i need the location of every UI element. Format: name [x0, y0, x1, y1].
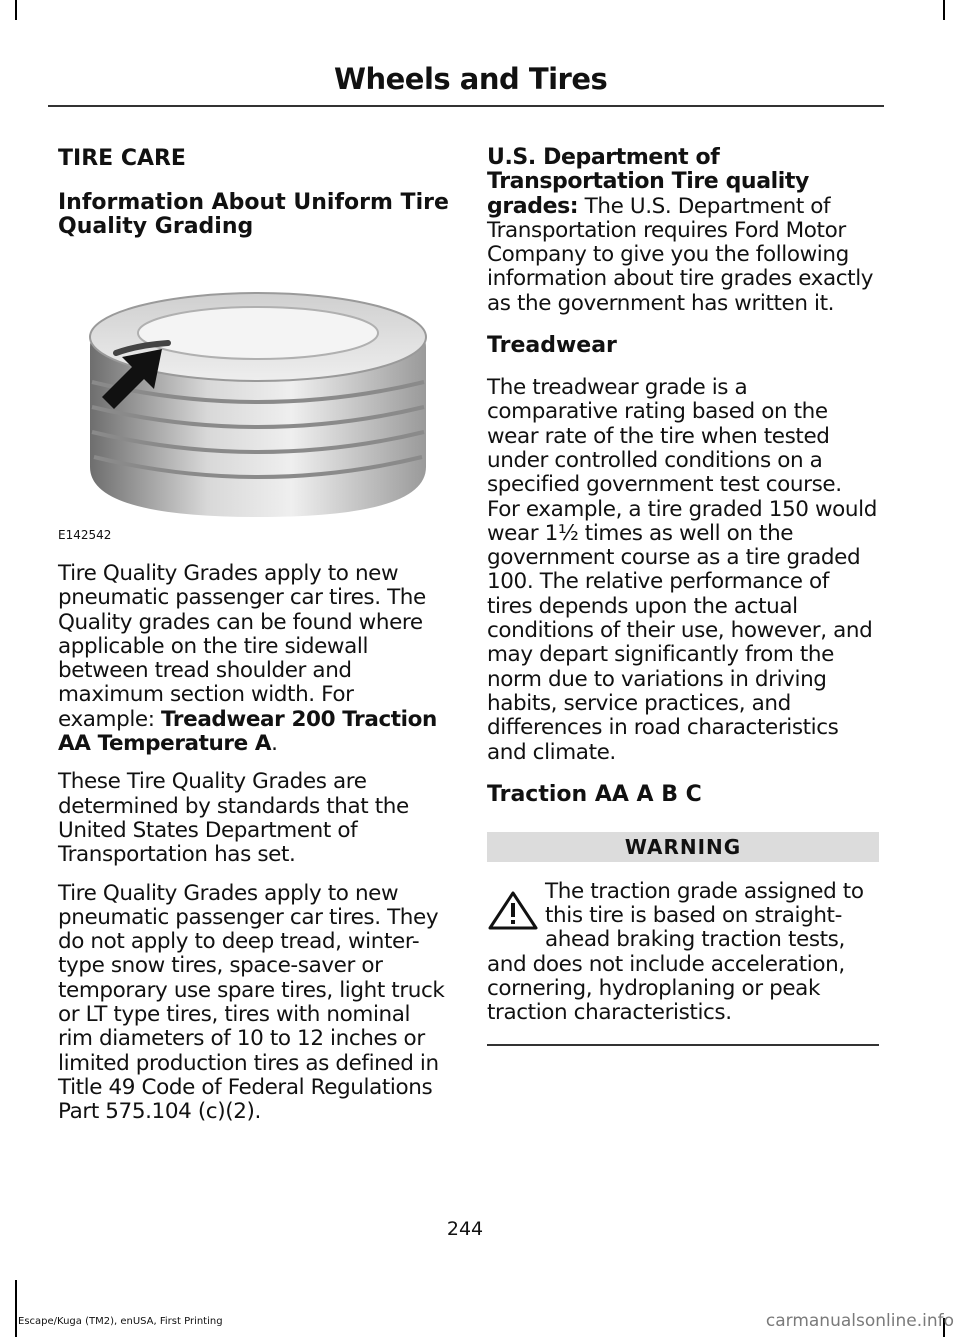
treadwear-paragraph: The treadwear grade is a comparative rating based on the wear rate of the tire when tested under controlled conditions on a specified government test course. For example, a tire graded 150 would wear 1½ times as well on the government course as a tire graded 100. The relative performance of tires depends upon the actual conditions of their use, however, and may depart significantly from the norm due to variations in driving habits, service practices, and differences in road characteristics and climate.: [487, 375, 877, 765]
crop-mark-top-left: [15, 0, 17, 20]
tire-image: [58, 257, 438, 527]
paragraph-exclusions: Tire Quality Grades apply to new pneumatic passenger car tires. They do not apply to deep tread, winter-type snow tires, space-saver or temporary use spare tires, light truck or LT type tires, tires with nominal rim diameters of 10 to 12 inches or limited production tires as defined in Title 49 Code of Federal Regulations Part 575.104 (c)(2).: [58, 880, 445, 1125]
figure-code: E142542: [58, 528, 112, 542]
right-column: [487, 146, 879, 1046]
crop-mark-bottom-left: [15, 1280, 17, 1337]
traction-title: Traction AA A B C: [487, 781, 702, 807]
warning-rule: [487, 1044, 879, 1046]
section-title: TIRE CARE: [58, 146, 186, 171]
warning-body: [487, 880, 879, 1026]
tire-illustration: [58, 257, 438, 542]
paragraph-standards: These Tire Quality Grades are determined by standards that the United States Department of Transportation has set.: [58, 769, 409, 868]
warning-triangle-icon: [487, 890, 539, 930]
crop-mark-top-right: [943, 0, 945, 20]
dot-heading: U.S. Department of Transportation Tire quality grades:: [487, 145, 809, 219]
paragraph-intro: Tire Quality Grades apply to new pneumatic passenger car tires. The Quality grades can be found where applicable on the tire sidewall between tread shoulder and maximum section width. For example: Treadwear 200 Traction AA Temperature A.: [58, 561, 437, 757]
footer-text: Escape/Kuga (TM2), enUSA, First Printing: [18, 1316, 223, 1327]
example-grade: Treadwear 200 Traction AA Temperature A: [58, 706, 437, 757]
left-column: [58, 146, 450, 1139]
header-rule: [48, 105, 884, 107]
page-number: 244: [446, 1218, 484, 1240]
warning-banner: WARNING: [487, 832, 879, 862]
subsection-title: Information About Uniform Tire Quality Grading: [58, 190, 449, 239]
watermark: carmanualsonline.info: [765, 1311, 954, 1331]
paragraph-dot: U.S. Department of Transportation Tire quality grades: The U.S. Department of Transportation requires Ford Motor Company to give you the following information about tire grades exactly as the government has written it.: [487, 145, 874, 316]
warning-text: The traction grade assigned to this tire is based on straight-ahead braking traction tests, and does not include acceleration, cornering, hydroplaning or peak traction characteristics.: [487, 878, 864, 1026]
treadwear-title: Treadwear: [487, 333, 617, 359]
